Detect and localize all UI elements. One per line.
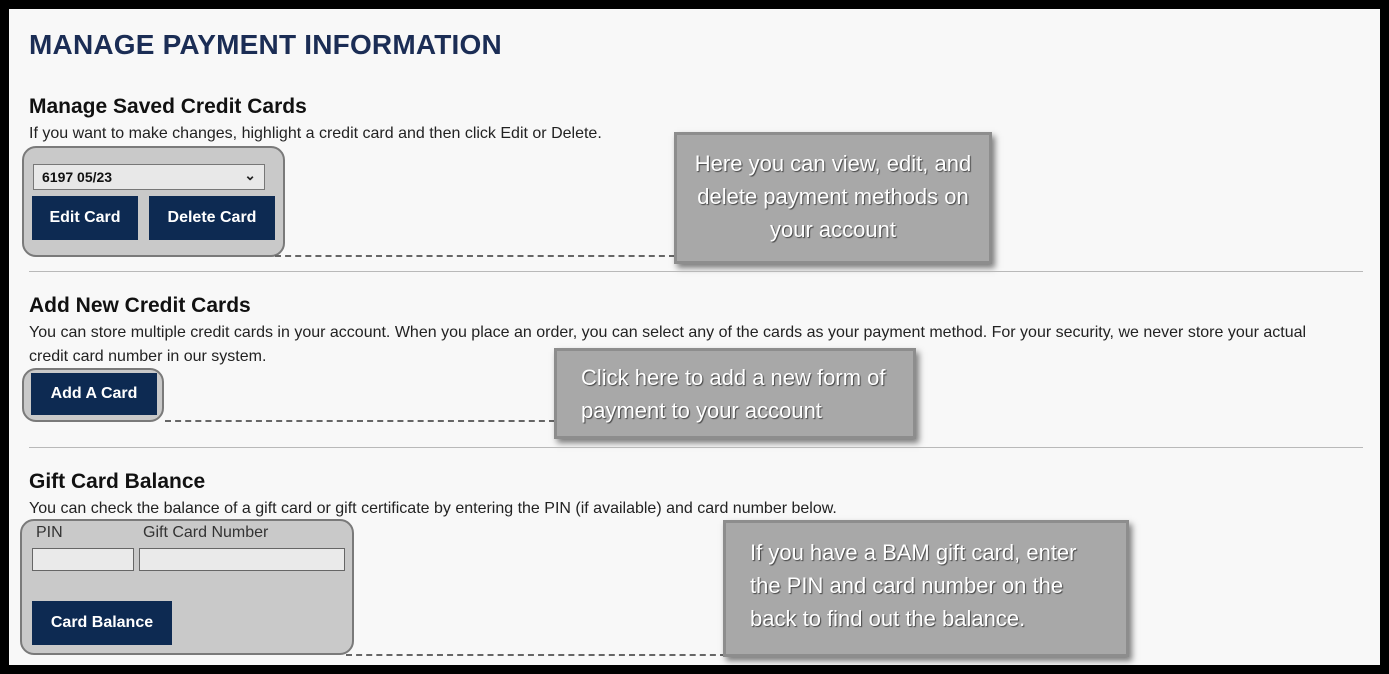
gift-card-callout: If you have a BAM gift card, enter the PIN and card number on the back to find out the balance.: [723, 520, 1129, 657]
section-divider: [29, 447, 1363, 448]
callout-connector-line: [165, 420, 555, 422]
page-title: MANAGE PAYMENT INFORMATION: [29, 29, 502, 60]
pin-label: PIN: [36, 524, 63, 541]
gift-card-heading: Gift Card Balance: [29, 470, 206, 493]
card-balance-button[interactable]: Card Balance: [32, 601, 172, 645]
saved-cards-heading: Manage Saved Credit Cards: [29, 95, 307, 118]
saved-card-select-value: 6197 05/23: [42, 169, 113, 185]
saved-cards-description: If you want to make changes, highlight a credit card and then click Edit or Delete.: [29, 125, 602, 142]
edit-card-button[interactable]: Edit Card: [32, 196, 138, 240]
gift-card-number-input[interactable]: [139, 548, 345, 571]
callout-connector-line: [346, 654, 726, 656]
chevron-down-icon: ⌄: [244, 167, 256, 183]
add-card-button[interactable]: Add A Card: [31, 373, 157, 415]
section-divider: [29, 271, 1363, 272]
add-card-description: You can store multiple credit cards in your account. When you place an order, you can select any of the cards as your payment method. For your security, we never store your actual credit card number in our system.: [29, 324, 1307, 365]
page-frame: [9, 9, 1380, 665]
pin-input[interactable]: [32, 548, 134, 571]
add-card-callout: Click here to add a new form of payment to your account: [554, 348, 916, 439]
delete-card-button[interactable]: Delete Card: [149, 196, 275, 240]
add-card-heading: Add New Credit Cards: [29, 294, 251, 317]
gift-card-description: You can check the balance of a gift card or gift certificate by entering the PIN (if available) and card number below.: [29, 500, 837, 517]
callout-connector-line: [275, 255, 675, 257]
saved-card-select[interactable]: [33, 164, 265, 190]
gift-card-number-label: Gift Card Number: [143, 524, 269, 541]
saved-cards-callout: Here you can view, edit, and delete payment methods on your account: [674, 132, 992, 264]
